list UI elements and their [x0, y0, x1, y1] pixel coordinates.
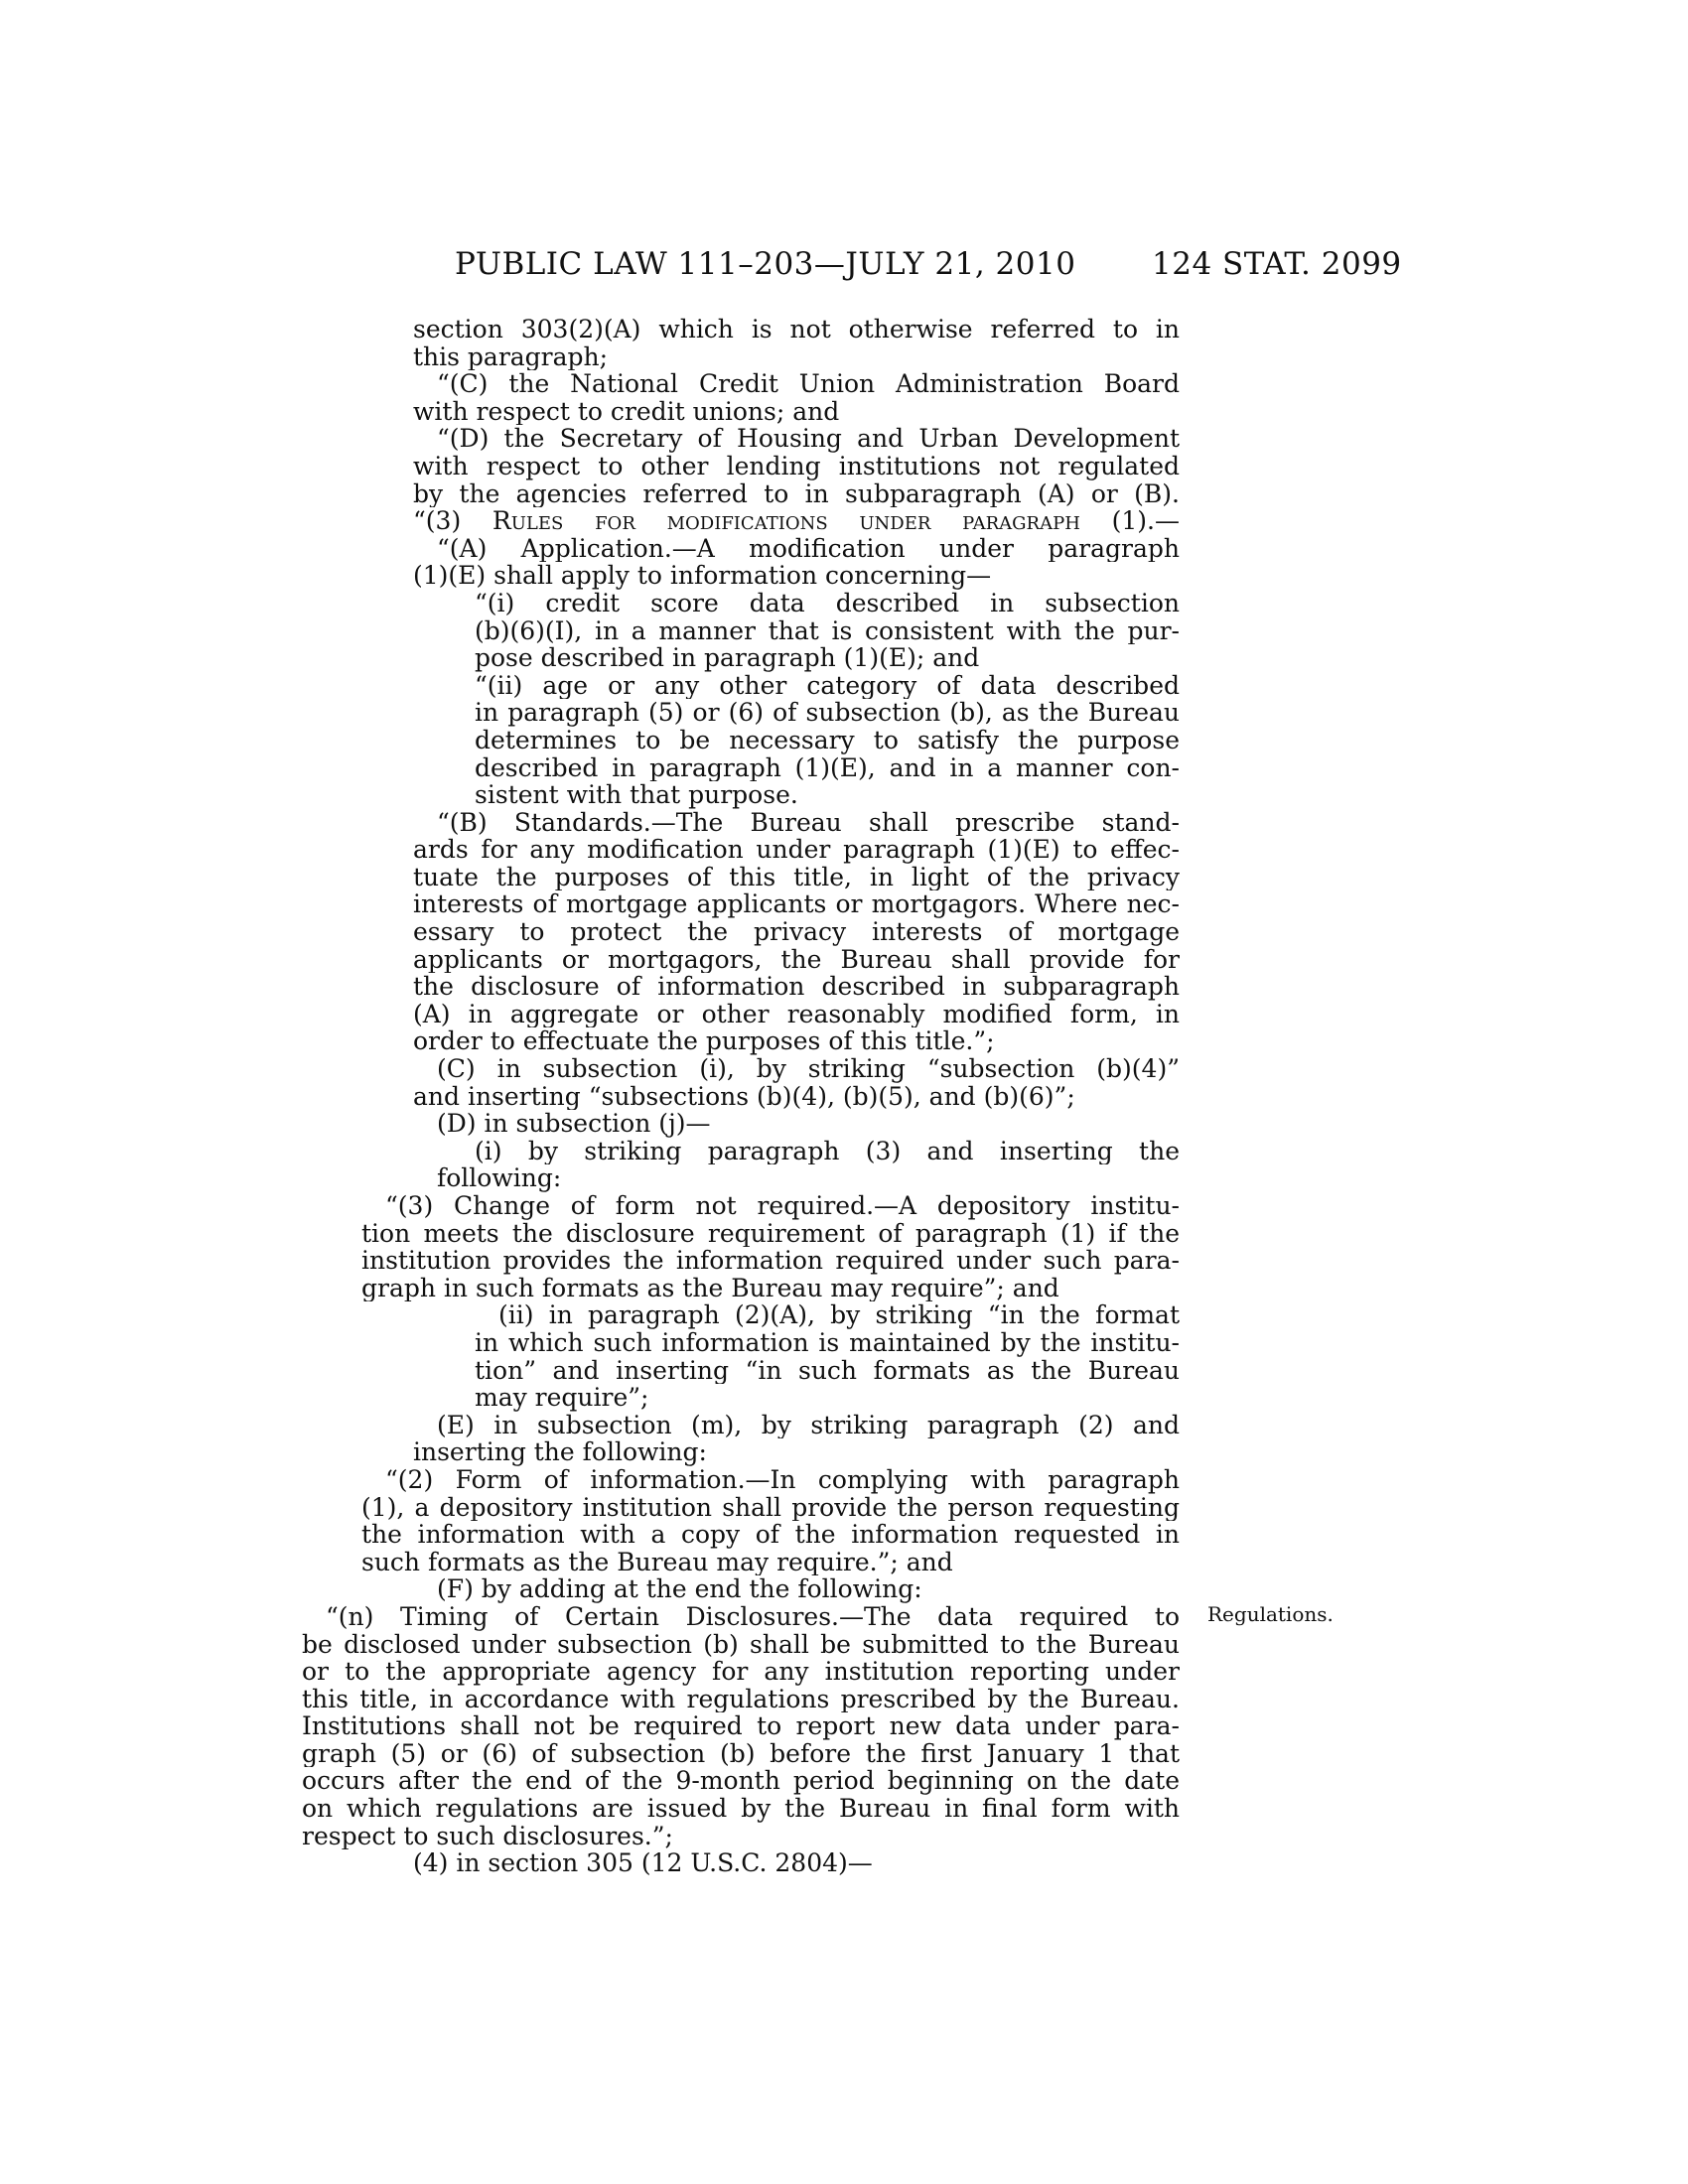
text-line: occurs after the end of the 9-month period beginning on the date [302, 1767, 1180, 1796]
text-line: institution provides the information required under such para- [361, 1247, 1180, 1275]
text-line: (4) in section 305 (12 U.S.C. 2804)— [413, 1849, 873, 1877]
text-line: (b)(6)(I), in a manner that is consistent with the pur- [475, 616, 1180, 645]
text-line: (D) in subsection (j)— [437, 1110, 711, 1138]
text-line: “(ii) age or any other category of data described [475, 671, 1180, 700]
text-line: inserting the following: [413, 1438, 707, 1466]
text-line: such formats as the Bureau may require.”; and [361, 1548, 953, 1576]
text-line: tion meets the disclosure requirement of paragraph (1) if the [361, 1219, 1180, 1248]
text-line: (E) in subsection (m), by striking paragraph (2) and [437, 1411, 1180, 1439]
text-line: section 303(2)(A) which is not otherwise referred to in [413, 316, 1180, 343]
text-line: in which such information is maintained by the institu- [475, 1328, 1180, 1357]
text-line: “(3) Change of form not required.—A depository institu- [385, 1192, 1180, 1220]
text-line: with respect to credit unions; and [413, 397, 840, 426]
text-line: this title, in accordance with regulations prescribed by the Bureau. [302, 1685, 1180, 1713]
text-line: “(C) the National Credit Union Administration Board [437, 370, 1180, 398]
text-line: described in paragraph (1)(E), and in a manner con- [475, 753, 1180, 782]
text-line: interests of mortgage applicants or mortgagors. Where nec- [413, 890, 1180, 919]
running-header-page-ref: 124 STAT. 2099 [1152, 246, 1402, 282]
text-line: determines to be necessary to satisfy the purpose [475, 726, 1180, 754]
text-line: (1), a depository institution shall provide the person requesting [361, 1493, 1180, 1522]
text-line: graph (5) or (6) of subsection (b) before the first January 1 that [302, 1739, 1180, 1768]
text-line: tion” and inserting “in such formats as the Bureau [475, 1356, 1180, 1385]
text-line: and inserting “subsections (b)(4), (b)(5), and (b)(6)”; [413, 1082, 1075, 1111]
text-line: “(B) Standards.—The Bureau shall prescribe stand- [437, 808, 1180, 837]
text-line: following: [437, 1164, 562, 1192]
text-line: “(3) Rules for modifications under paragraph (1).— [413, 507, 1180, 535]
text-line: (A) in aggregate or other reasonably modified form, in [413, 1000, 1180, 1028]
text-line: respect to such disclosures.”; [302, 1822, 673, 1850]
text-line: order to effectuate the purposes of this title.”; [413, 1027, 995, 1056]
text-line: with respect to other lending institutions not regulated [413, 452, 1180, 480]
text-line: essary to protect the privacy interests of mortgage [413, 918, 1180, 946]
text-line: the disclosure of information described in subparagraph [413, 973, 1180, 1001]
margin-note: Regulations. [1207, 1602, 1334, 1626]
text-line: applicants or mortgagors, the Bureau shall provide for [413, 945, 1180, 974]
text-line: “(i) credit score data described in subsection [475, 589, 1180, 617]
text-line: “(D) the Secretary of Housing and Urban Development [437, 425, 1180, 453]
text-line: (ii) in paragraph (2)(A), by striking “in the format [498, 1301, 1180, 1329]
text-line: or to the appropriate agency for any institution reporting under [302, 1658, 1180, 1686]
text-line: (F) by adding at the end the following: [437, 1575, 922, 1603]
text-line: be disclosed under subsection (b) shall be submitted to the Bureau [302, 1630, 1180, 1659]
text-line: ards for any modification under paragraph (1)(E) to effec- [413, 836, 1180, 864]
text-line: may require”; [475, 1384, 649, 1412]
text-line: “(2) Form of information.—In complying with paragraph [385, 1465, 1180, 1494]
text-line: “(n) Timing of Certain Disclosures.—The data required to [326, 1602, 1180, 1631]
text-line: on which regulations are issued by the Bureau in final form with [302, 1795, 1180, 1823]
text-line: (1)(E) shall apply to information concerning— [413, 562, 992, 590]
running-header-title: PUBLIC LAW 111–203—JULY 21, 2010 [455, 246, 1076, 282]
text-line: this paragraph; [413, 342, 609, 371]
text-line: Institutions shall not be required to report new data under para- [302, 1712, 1180, 1740]
text-line: “(A) Application.—A modification under paragraph [437, 534, 1180, 563]
text-line: pose described in paragraph (1)(E); and [475, 644, 980, 672]
text-line: the information with a copy of the information requested in [361, 1521, 1180, 1549]
text-line: in paragraph (5) or (6) of subsection (b), as the Bureau [475, 699, 1180, 727]
text-line: graph in such formats as the Bureau may require”; and [361, 1274, 1059, 1302]
body-text [302, 316, 1180, 1877]
text-line: sistent with that purpose. [475, 781, 798, 809]
text-line: tuate the purposes of this title, in light of the privacy [413, 863, 1180, 891]
text-line: (i) by striking paragraph (3) and inserting the [475, 1137, 1180, 1165]
text-line: by the agencies referred to in subparagraph (A) or (B). [413, 479, 1180, 508]
text-line: (C) in subsection (i), by striking “subsection (b)(4)” [437, 1055, 1180, 1083]
